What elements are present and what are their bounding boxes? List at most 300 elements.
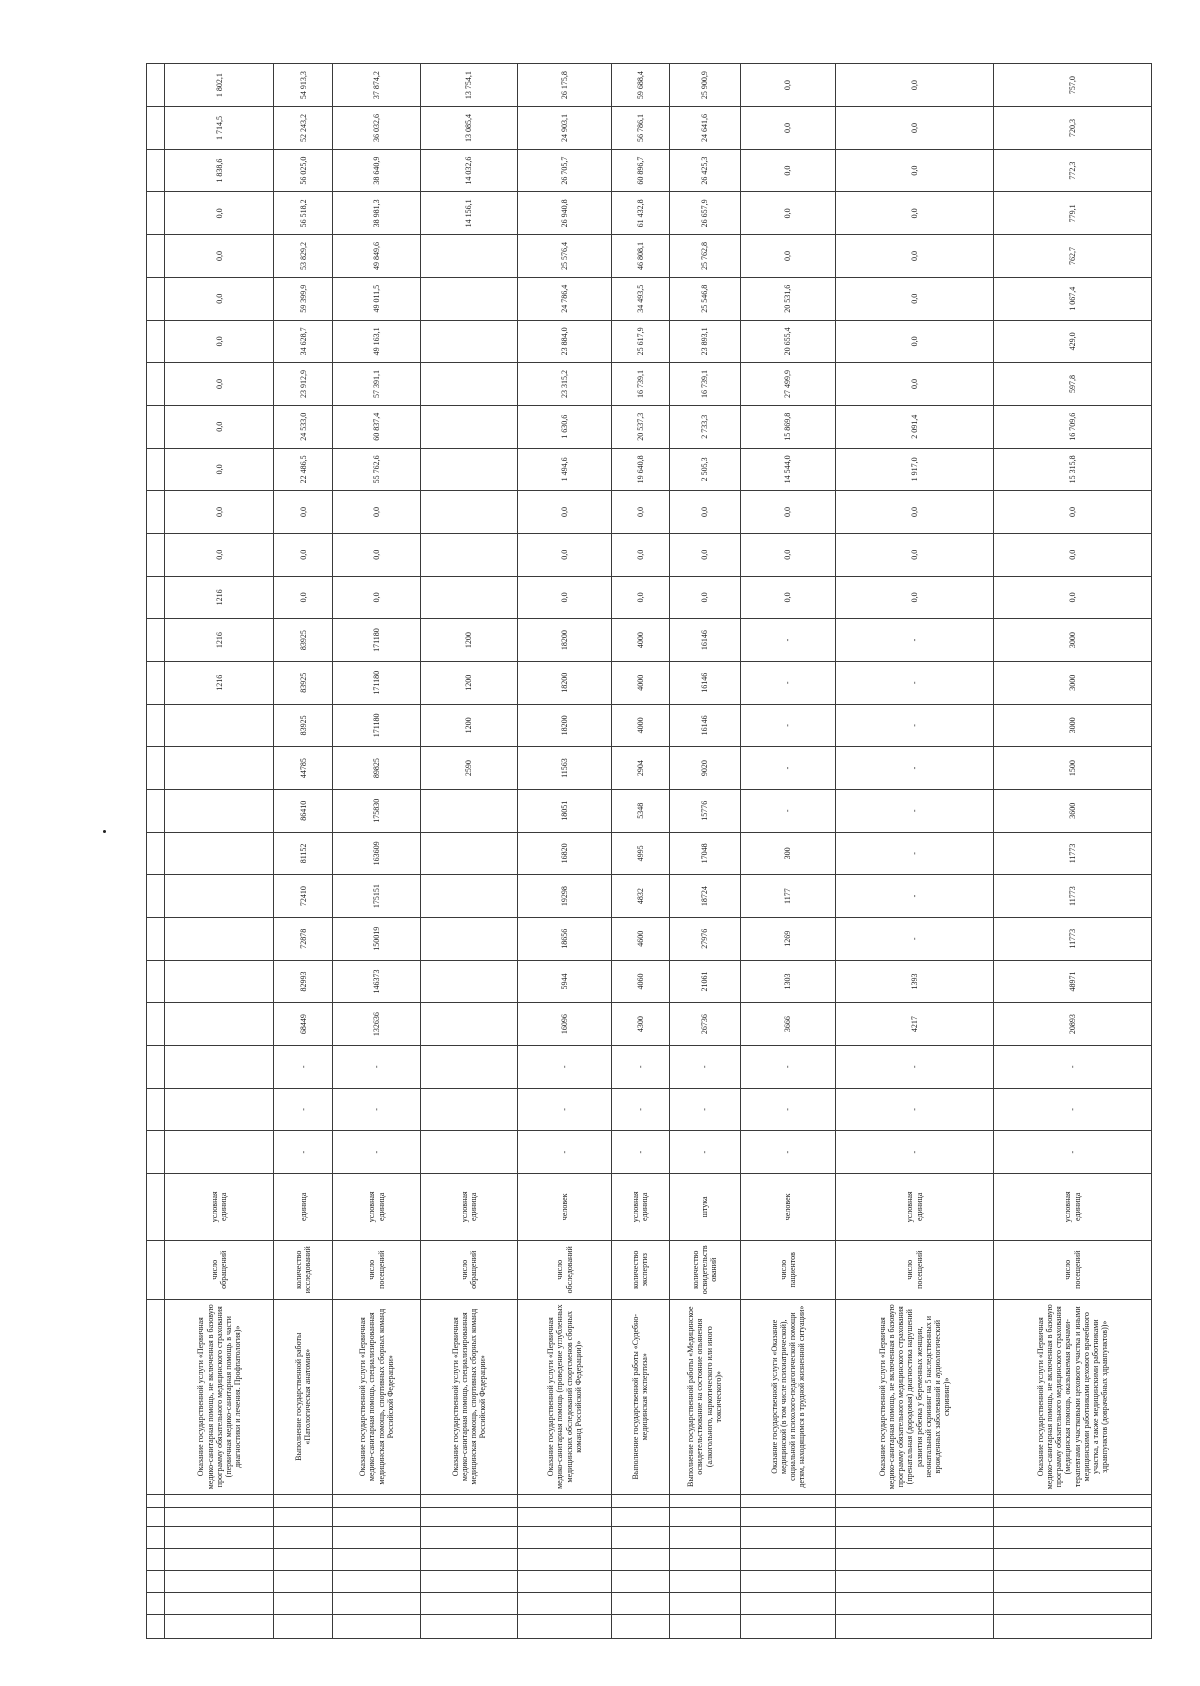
value-cell: 5944 (517, 960, 611, 1003)
header-stub-cell (147, 64, 165, 107)
empty-cell (740, 1614, 835, 1638)
value-cell: 14 032,6 (421, 149, 518, 192)
value-cell: 3000 (994, 661, 1152, 704)
value-cell: 16 739,1 (669, 363, 740, 406)
empty-cell (333, 1549, 421, 1571)
rotated-sheet (146, 63, 1152, 1639)
value-cell: 0,0 (612, 533, 670, 576)
value-cell: - (994, 1045, 1152, 1088)
value-cell: 1269 (740, 917, 835, 960)
value-cell: - (836, 747, 994, 790)
empty-cell (994, 1571, 1152, 1593)
empty-cell (333, 1571, 421, 1593)
value-cell: 25 617,9 (612, 320, 670, 363)
unit-of-measure: человек (517, 1173, 611, 1240)
value-cell: 16146 (669, 704, 740, 747)
value-cell: 0,0 (165, 363, 274, 406)
empty-cell (165, 1593, 274, 1615)
value-cell: 1 802,1 (165, 64, 274, 107)
empty-cell (612, 1549, 670, 1571)
empty-cell (994, 1549, 1152, 1571)
value-cell: - (333, 1045, 421, 1088)
indicator-name: количество экспертиз (612, 1240, 670, 1299)
header-stub-cell (147, 789, 165, 832)
empty-cell (274, 1527, 333, 1549)
value-cell: 37 874,2 (333, 64, 421, 107)
value-cell: 38 981,3 (333, 192, 421, 235)
value-cell: - (836, 832, 994, 875)
value-cell: 23 912,9 (274, 363, 333, 406)
value-cell (421, 875, 518, 918)
unit-of-measure: условная единица (612, 1173, 670, 1240)
table-row (274, 64, 333, 1639)
value-cell (165, 747, 274, 790)
value-cell: 16146 (669, 619, 740, 662)
value-cell: 18724 (669, 875, 740, 918)
empty-cell (669, 1614, 740, 1638)
empty-cell (994, 1614, 1152, 1638)
empty-cell (669, 1527, 740, 1549)
header-stub-cell (147, 1299, 165, 1494)
value-cell: 5348 (612, 789, 670, 832)
empty-cell (669, 1593, 740, 1615)
value-cell: 0,0 (165, 491, 274, 534)
empty-cell (517, 1549, 611, 1571)
empty-cell (333, 1507, 421, 1527)
header-stub-cell (147, 1614, 165, 1638)
value-cell: 19298 (517, 875, 611, 918)
empty-cell (994, 1527, 1152, 1549)
value-cell: - (274, 1045, 333, 1088)
value-cell (165, 789, 274, 832)
empty-cell (612, 1527, 670, 1549)
service-description: Оказание государственной услуги «Первичная медико-санитарная помощь, не включенная в базовую программу обязательного медицинского страхования (пренатальная (дородовая) диагностика нарушений развития ребенка у беременных женщин, неонатальный скрининг на 5 наследственных и врожденных заболеваний и аудиологический скрининг)» (836, 1299, 994, 1494)
value-cell: - (274, 1088, 333, 1131)
empty-cell (612, 1507, 670, 1527)
value-cell: - (612, 1045, 670, 1088)
header-stub-cell (147, 320, 165, 363)
header-stub-cell (147, 1240, 165, 1299)
value-cell: - (740, 747, 835, 790)
empty-cell (994, 1507, 1152, 1527)
value-cell: 175830 (333, 789, 421, 832)
value-cell: 1500 (994, 747, 1152, 790)
empty-cell (333, 1494, 421, 1507)
value-cell: 24 786,4 (517, 277, 611, 320)
value-cell: 1216 (165, 619, 274, 662)
value-cell: 55 762,6 (333, 448, 421, 491)
empty-cell (274, 1614, 333, 1638)
value-cell: - (740, 619, 835, 662)
value-cell: 429,0 (994, 320, 1152, 363)
empty-cell (165, 1527, 274, 1549)
value-cell: 0,0 (994, 491, 1152, 534)
value-cell: 4832 (612, 875, 670, 918)
header-stub-cell (147, 704, 165, 747)
indicator-name: число посещений (333, 1240, 421, 1299)
value-cell: 0,0 (836, 533, 994, 576)
indicator-name: число пациентов (740, 1240, 835, 1299)
header-stub-cell (147, 747, 165, 790)
header-stub-cell (147, 832, 165, 875)
value-cell: 14 156,1 (421, 192, 518, 235)
empty-cell (165, 1494, 274, 1507)
value-cell (165, 704, 274, 747)
value-cell: 0,0 (517, 491, 611, 534)
service-description: Выполнение государственной работы «Судебно-медицинская экспертиза» (612, 1299, 670, 1494)
value-cell: 89825 (333, 747, 421, 790)
value-cell: 0,0 (165, 320, 274, 363)
value-cell: 0,0 (740, 192, 835, 235)
value-cell: 2 733,3 (669, 405, 740, 448)
value-cell: 56 518,2 (274, 192, 333, 235)
value-cell: 72878 (274, 917, 333, 960)
empty-cell (421, 1527, 518, 1549)
value-cell (165, 832, 274, 875)
value-cell: 25 576,4 (517, 235, 611, 278)
value-cell: - (836, 1131, 994, 1174)
value-cell (165, 875, 274, 918)
value-cell: 0,0 (836, 363, 994, 406)
value-cell: 0,0 (740, 64, 835, 107)
header-stub-cell (147, 1507, 165, 1527)
value-cell (421, 1045, 518, 1088)
value-cell: 24 533,0 (274, 405, 333, 448)
value-cell: 3000 (994, 704, 1152, 747)
value-cell: - (612, 1131, 670, 1174)
empty-cell (517, 1494, 611, 1507)
value-cell: - (836, 789, 994, 832)
data-table (146, 63, 1152, 1639)
value-cell: - (517, 1045, 611, 1088)
value-cell (421, 576, 518, 619)
value-cell: 171180 (333, 704, 421, 747)
value-cell: 11773 (994, 832, 1152, 875)
value-cell: 1303 (740, 960, 835, 1003)
value-cell: 4060 (612, 960, 670, 1003)
value-cell: 18051 (517, 789, 611, 832)
empty-cell (421, 1593, 518, 1615)
value-cell: 1 714,5 (165, 107, 274, 150)
value-cell: 26 705,7 (517, 149, 611, 192)
header-stub-cell (147, 1045, 165, 1088)
value-cell: 21061 (669, 960, 740, 1003)
empty-cell (421, 1507, 518, 1527)
value-cell: 1200 (421, 661, 518, 704)
value-cell: - (740, 661, 835, 704)
value-cell: 16 739,1 (612, 363, 670, 406)
value-cell: 26 175,8 (517, 64, 611, 107)
value-cell (421, 235, 518, 278)
unit-of-measure: условная единица (333, 1173, 421, 1240)
stray-mark (103, 830, 106, 833)
empty-cell (274, 1571, 333, 1593)
empty-cell (612, 1494, 670, 1507)
empty-cell (274, 1494, 333, 1507)
unit-of-measure: штука (669, 1173, 740, 1240)
service-description: Оказание государственной услуги «Первичная медико-санитарная помощь (проведение углубленных медицинских обследований спортсменов сборных команд Российской Федерации)» (517, 1299, 611, 1494)
empty-cell (517, 1614, 611, 1638)
unit-of-measure: условная единица (836, 1173, 994, 1240)
value-cell: 762,7 (994, 235, 1152, 278)
table-row (836, 64, 994, 1639)
value-cell: 0,0 (994, 576, 1152, 619)
value-cell: 2 505,3 (669, 448, 740, 491)
unit-of-measure: условная единица (165, 1173, 274, 1240)
value-cell: 11563 (517, 747, 611, 790)
value-cell: 0,0 (333, 533, 421, 576)
empty-cell (740, 1527, 835, 1549)
value-cell: 18656 (517, 917, 611, 960)
value-cell: 24 641,6 (669, 107, 740, 150)
empty-cell (740, 1507, 835, 1527)
empty-cell (612, 1571, 670, 1593)
value-cell: - (740, 1131, 835, 1174)
header-stub-cell (147, 1003, 165, 1046)
value-cell: 4995 (612, 832, 670, 875)
value-cell: 1200 (421, 704, 518, 747)
empty-cell (421, 1494, 518, 1507)
value-cell: 1 494,6 (517, 448, 611, 491)
value-cell: 20 655,4 (740, 320, 835, 363)
empty-cell (274, 1507, 333, 1527)
value-cell: - (274, 1131, 333, 1174)
value-cell: 0,0 (165, 277, 274, 320)
empty-cell (740, 1571, 835, 1593)
value-cell: 2904 (612, 747, 670, 790)
value-cell: 163609 (333, 832, 421, 875)
value-cell: 757,0 (994, 64, 1152, 107)
empty-cell (333, 1527, 421, 1549)
value-cell: 4600 (612, 917, 670, 960)
value-cell: 68449 (274, 1003, 333, 1046)
header-stub-cell (147, 1549, 165, 1571)
unit-of-measure: условная единица (421, 1173, 518, 1240)
table-row (612, 64, 670, 1639)
value-cell: 23 315,2 (517, 363, 611, 406)
unit-of-measure: условная единица (994, 1173, 1152, 1240)
value-cell: 16820 (517, 832, 611, 875)
value-cell: 49 011,5 (333, 277, 421, 320)
value-cell (421, 491, 518, 534)
value-cell: 53 829,2 (274, 235, 333, 278)
header-stub-cell (147, 1571, 165, 1593)
empty-cell (740, 1549, 835, 1571)
value-cell: 34 628,7 (274, 320, 333, 363)
value-cell: 26 425,3 (669, 149, 740, 192)
empty-cell (836, 1527, 994, 1549)
value-cell: - (669, 1045, 740, 1088)
table-row (994, 64, 1152, 1639)
value-cell: 16096 (517, 1003, 611, 1046)
value-cell (165, 1045, 274, 1088)
value-cell: - (333, 1131, 421, 1174)
value-cell: - (740, 789, 835, 832)
unit-of-measure: человек (740, 1173, 835, 1240)
value-cell: 20 537,3 (612, 405, 670, 448)
value-cell: 26 940,8 (517, 192, 611, 235)
value-cell (421, 1131, 518, 1174)
service-description: Выполнение государственной работы «Патологическая анатомия» (274, 1299, 333, 1494)
value-cell: 22 486,5 (274, 448, 333, 491)
value-cell: 0,0 (165, 405, 274, 448)
value-cell: 20 531,6 (740, 277, 835, 320)
value-cell: 15776 (669, 789, 740, 832)
value-cell: - (612, 1088, 670, 1131)
value-cell (421, 448, 518, 491)
empty-cell (836, 1507, 994, 1527)
empty-cell (740, 1494, 835, 1507)
value-cell: 0,0 (274, 533, 333, 576)
indicator-name: число обследований (517, 1240, 611, 1299)
empty-cell (421, 1571, 518, 1593)
value-cell (165, 1131, 274, 1174)
value-cell: 27976 (669, 917, 740, 960)
value-cell: 0,0 (274, 576, 333, 619)
indicator-name: число обращений (421, 1240, 518, 1299)
value-cell: - (517, 1088, 611, 1131)
value-cell: 1393 (836, 960, 994, 1003)
header-stub-cell (147, 1131, 165, 1174)
value-cell: 0,0 (836, 320, 994, 363)
value-cell (421, 960, 518, 1003)
value-cell: 23 884,0 (517, 320, 611, 363)
value-cell: 14 544,0 (740, 448, 835, 491)
value-cell (421, 917, 518, 960)
header-stub-cell (147, 875, 165, 918)
indicator-name: количество освидетельствований (669, 1240, 740, 1299)
empty-cell (165, 1571, 274, 1593)
value-cell: - (994, 1131, 1152, 1174)
empty-cell (994, 1494, 1152, 1507)
value-cell: 60 896,7 (612, 149, 670, 192)
value-cell: 2590 (421, 747, 518, 790)
value-cell: 0,0 (836, 576, 994, 619)
value-cell: 0,0 (740, 533, 835, 576)
empty-cell (333, 1614, 421, 1638)
value-cell: 4217 (836, 1003, 994, 1046)
value-cell: 38 640,9 (333, 149, 421, 192)
value-cell: 83925 (274, 619, 333, 662)
value-cell (421, 277, 518, 320)
value-cell (165, 1003, 274, 1046)
service-description: Оказание государственной услуги «Первичная медико-санитарная помощь, не включенная в базовую программу обязательного медицинского страхования (медицинская помощь, оказываемая врачами-терапевтами участковыми цехового участка и иными медицинскими работниками цехового врачебного участка, а также медицинскими работниками здравпунктов (доврачебных здравпунктов))» (994, 1299, 1152, 1494)
header-stub-row (147, 64, 165, 1639)
empty-cell (836, 1549, 994, 1571)
value-cell: 26736 (669, 1003, 740, 1046)
value-cell: 18200 (517, 619, 611, 662)
empty-cell (669, 1571, 740, 1593)
value-cell: 0,0 (836, 149, 994, 192)
value-cell: 150019 (333, 917, 421, 960)
value-cell (421, 832, 518, 875)
empty-cell (421, 1614, 518, 1638)
value-cell: 16 709,6 (994, 405, 1152, 448)
header-stub-cell (147, 1173, 165, 1240)
value-cell: 72410 (274, 875, 333, 918)
empty-cell (669, 1494, 740, 1507)
value-cell: 19 640,8 (612, 448, 670, 491)
header-stub-cell (147, 363, 165, 406)
value-cell: 52 243,2 (274, 107, 333, 150)
value-cell: 59 399,9 (274, 277, 333, 320)
value-cell: 1177 (740, 875, 835, 918)
value-cell (165, 1088, 274, 1131)
value-cell: 83925 (274, 661, 333, 704)
value-cell: 36 032,6 (333, 107, 421, 150)
value-cell: 60 837,4 (333, 405, 421, 448)
indicator-name: число посещений (994, 1240, 1152, 1299)
value-cell: 25 900,9 (669, 64, 740, 107)
value-cell: 0,0 (669, 576, 740, 619)
value-cell: 1 917,0 (836, 448, 994, 491)
value-cell: 11773 (994, 917, 1152, 960)
service-description: Оказание государственной услуги «Первичная медико-санитарная помощь, специализированная медицинская помощь, спортивных сборных команд Российской Федерации» (333, 1299, 421, 1494)
value-cell: - (836, 661, 994, 704)
value-cell (165, 917, 274, 960)
value-cell: - (517, 1131, 611, 1174)
value-cell: 0,0 (740, 491, 835, 534)
table-row (333, 64, 421, 1639)
value-cell: 44785 (274, 747, 333, 790)
value-cell: 0,0 (740, 576, 835, 619)
table-row (740, 64, 835, 1639)
service-description: Оказание государственной услуги «Первичная медико-санитарная помощь, специализированная медицинская помощь, спортивных сборных команд Российской Федерации» (421, 1299, 518, 1494)
header-stub-cell (147, 107, 165, 150)
value-cell: 1 067,4 (994, 277, 1152, 320)
value-cell: 17048 (669, 832, 740, 875)
value-cell: 13 754,1 (421, 64, 518, 107)
value-cell: 3000 (994, 619, 1152, 662)
empty-cell (165, 1614, 274, 1638)
empty-cell (274, 1593, 333, 1615)
value-cell (421, 405, 518, 448)
header-stub-cell (147, 661, 165, 704)
value-cell: 18200 (517, 704, 611, 747)
table-row (165, 64, 274, 1639)
value-cell: 23 893,1 (669, 320, 740, 363)
unit-of-measure: единица (274, 1173, 333, 1240)
value-cell: 11773 (994, 875, 1152, 918)
value-cell: 0,0 (740, 235, 835, 278)
value-cell: 0,0 (165, 448, 274, 491)
value-cell: 49 849,6 (333, 235, 421, 278)
value-cell: 0,0 (165, 235, 274, 278)
value-cell: 597,8 (994, 363, 1152, 406)
value-cell: 0,0 (836, 107, 994, 150)
value-cell: 0,0 (740, 107, 835, 150)
value-cell: 34 493,5 (612, 277, 670, 320)
value-cell: 146373 (333, 960, 421, 1003)
value-cell: 0,0 (612, 576, 670, 619)
value-cell: - (669, 1131, 740, 1174)
empty-cell (517, 1571, 611, 1593)
value-cell: - (994, 1088, 1152, 1131)
header-stub-cell (147, 149, 165, 192)
table-row (421, 64, 518, 1639)
header-stub-cell (147, 1494, 165, 1507)
value-cell: 24 903,1 (517, 107, 611, 150)
value-cell: 720,3 (994, 107, 1152, 150)
empty-cell (517, 1507, 611, 1527)
value-cell: 0,0 (669, 533, 740, 576)
header-stub-cell (147, 277, 165, 320)
value-cell: 57 391,1 (333, 363, 421, 406)
empty-cell (669, 1549, 740, 1571)
service-description: Оказание государственной услуги «Первичная медико-санитарная помощь, не включенная в базовую программу обязательного медицинского страхования (первичная медико-санитарная помощь в части диагностики и лечения. Профпатология)» (165, 1299, 274, 1494)
value-cell: 0,0 (165, 533, 274, 576)
value-cell: 15 315,8 (994, 448, 1152, 491)
